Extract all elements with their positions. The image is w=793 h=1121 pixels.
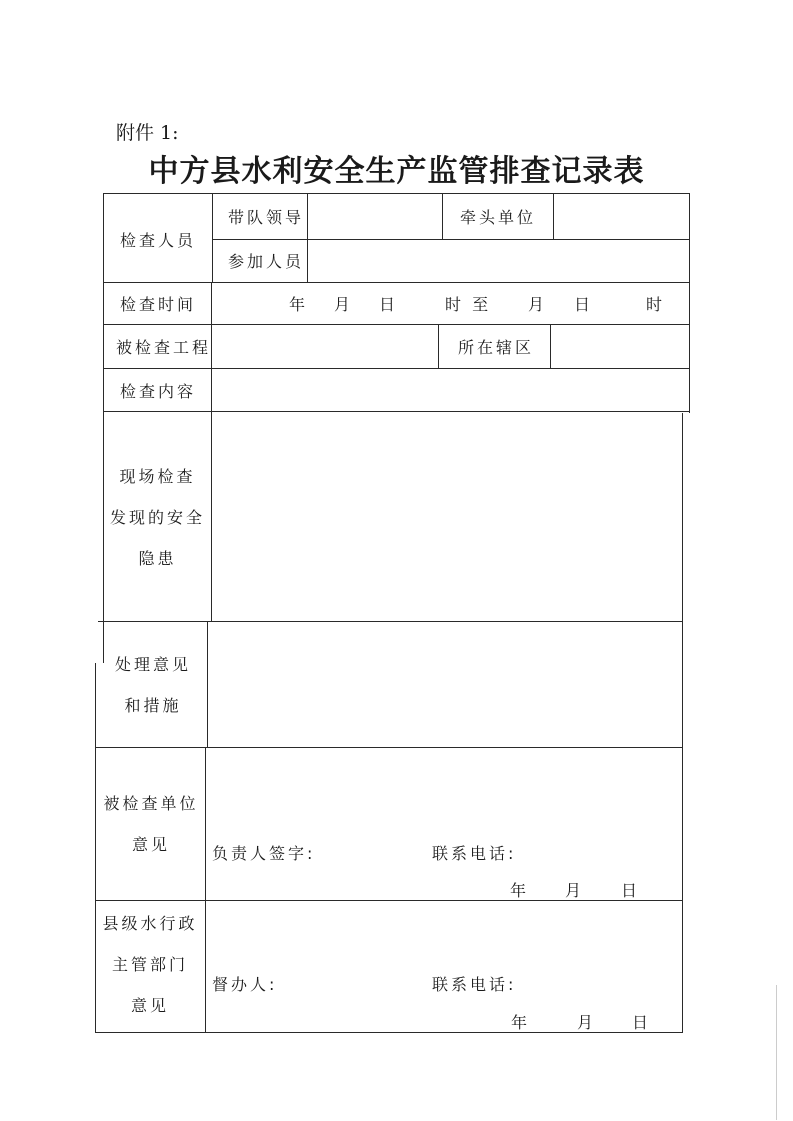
lead-unit-label: 牵头单位 [460, 208, 537, 227]
leader-field[interactable] [309, 195, 441, 238]
row-line-unit-opinion [96, 747, 683, 748]
scan-edge-mark [776, 985, 777, 1120]
time-end-hour[interactable]: 时 [646, 295, 666, 314]
dept-date-day[interactable]: 日 [632, 1013, 652, 1032]
dept-phone-label: 联系电话: [432, 975, 517, 994]
col-line-label-4 [205, 747, 206, 1033]
unit-phone-label: 联系电话: [432, 844, 517, 863]
table-border-right-lower [682, 413, 683, 1033]
lead-unit-field[interactable] [555, 195, 688, 238]
supervisor-label: 督办人: [212, 975, 278, 994]
district-label: 所在辖区 [458, 338, 535, 357]
hazards-label-line-1: 现场检查 [119, 467, 196, 486]
unit-opinion-label [97, 783, 205, 865]
row-line-time [103, 282, 689, 283]
participants-field[interactable] [309, 241, 688, 281]
unit-opinion-label-line-2: 意见 [131, 835, 170, 854]
dept-opinion-label-line-2: 主管部门 [111, 955, 188, 974]
hazards-field[interactable] [213, 413, 681, 620]
dept-opinion-label-line-1: 县级水行政 [102, 914, 198, 933]
dept-date-month[interactable]: 月 [577, 1013, 597, 1032]
project-label: 被检查工程 [116, 338, 212, 357]
inspectors-label: 检查人员 [120, 231, 197, 250]
time-label: 检查时间 [120, 295, 197, 314]
hazards-label-line-2: 发现的安全 [109, 508, 205, 527]
table-border-right [689, 193, 690, 413]
measures-label-line-1: 处理意见 [114, 655, 191, 674]
col-line-lead-unit-label [442, 193, 443, 239]
measures-field[interactable] [209, 623, 681, 746]
hazards-label-line-3: 隐患 [138, 549, 177, 568]
unit-date-day[interactable]: 日 [621, 881, 641, 900]
hazards-label [104, 456, 211, 579]
measures-label-line-2: 和措施 [124, 696, 182, 715]
time-hour-to[interactable]: 时 至 [445, 295, 492, 314]
time-year[interactable]: 年 [289, 295, 309, 314]
col-line-district-label [438, 324, 439, 369]
project-field[interactable] [213, 326, 437, 367]
dept-opinion-label [96, 903, 204, 1026]
content-field[interactable] [213, 370, 688, 410]
measures-label [99, 644, 207, 726]
col-line-label [212, 193, 213, 283]
leader-label: 带队领导 [228, 208, 305, 227]
dept-opinion-label-line-3: 意见 [130, 996, 169, 1015]
dept-date-year[interactable]: 年 [511, 1013, 531, 1032]
time-month[interactable]: 月 [334, 295, 354, 314]
unit-date-year[interactable]: 年 [510, 881, 530, 900]
time-end-month[interactable]: 月 [528, 295, 548, 314]
form-title: 中方县水利安全生产监管排查记录表 [148, 154, 645, 189]
content-label: 检查内容 [120, 382, 197, 401]
time-day[interactable]: 日 [379, 295, 399, 314]
signature-label: 负责人签字: [212, 844, 316, 863]
time-end-day[interactable]: 日 [574, 295, 594, 314]
row-line-dept-opinion [95, 900, 683, 901]
unit-opinion-label-line-1: 被检查单位 [103, 794, 199, 813]
attachment-label: 附件 1: [116, 122, 179, 144]
district-field[interactable] [552, 326, 688, 367]
participants-label: 参加人员 [228, 252, 305, 271]
unit-date-month[interactable]: 月 [565, 881, 585, 900]
table-border-left [103, 193, 104, 663]
